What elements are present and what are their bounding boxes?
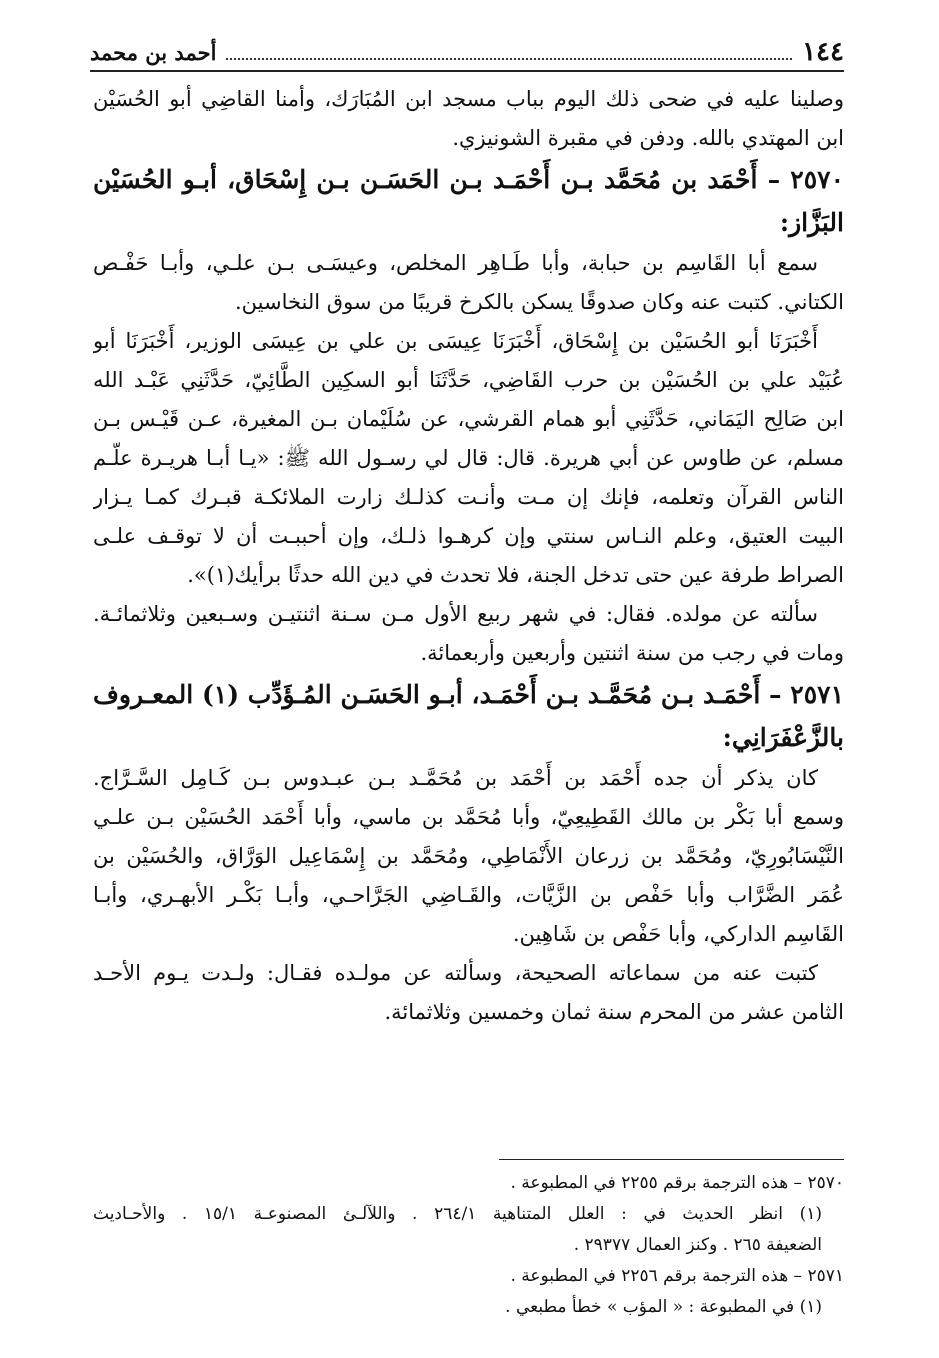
header-dotted-leader bbox=[226, 44, 792, 60]
text-line: كان يذكر أن جده أَحْمَد بن أَحْمَد بن مُحَمَّـد بـن عبـدوس بـن كَـامِل السَّـرَّاج. bbox=[93, 766, 818, 790]
text-line: بالزَّعْفَرَانِي: bbox=[722, 723, 844, 752]
text-line: كتبت عنه من سماعاته الصحيحة، وسألته عن مولـده فقـال: ولـدت يـوم الأحـد bbox=[93, 961, 818, 985]
page-number: ١٤٤ bbox=[802, 37, 844, 67]
text-line: وصلينا عليه في ضحى ذلك اليوم بباب مسجد ابن المُبَارَك، وأمنا القاضِي أبو الحُسَيْن bbox=[93, 87, 844, 111]
text-line: عُبَيْد علي بن الحُسَيْن بن حرب القَاضِي، حَدَّثَنَا أبو السكِين الطَّائِيّ، حَدَّثَنِي عَبْـد الله bbox=[93, 368, 844, 392]
footnote-separator bbox=[499, 1159, 844, 1160]
footnote-line: الضعيفة ٢٦٥ . وكنز العمال ٢٩٣٧٧ . bbox=[573, 1235, 822, 1255]
text-line: أَخْبَرَنَا أبو الحُسَيْن بن إِسْحَاق، أَخْبَرَنَا عِيسَى بن علي بن عِيسَى الوزير، أَخْبَرَنَا أبو bbox=[93, 329, 818, 353]
text-line: النَّيْسَابُورِيّ، ومُحَمَّد بن زرعان الأَنْمَاطِي، ومُحَمَّد بن إِسْمَاعِيل الوَرَّاق، والحُسَيْن بن bbox=[93, 844, 844, 868]
page-header bbox=[90, 34, 844, 72]
text-line: البيت العتيق، وعلم النـاس سنتي وإن كرهـوا ذلـك، وإن أحببـت أن لا توقـف علـى bbox=[93, 524, 844, 548]
footnotes bbox=[93, 1168, 844, 1323]
text-line: وسمع أبا بَكْر بن مالك القَطِيعِيّ، وأبا مُحَمَّد بن ماسي، وأبا أَحْمَد الحُسَيْن بـن علـي bbox=[93, 805, 844, 829]
text-line: ٢٥٧٠ – أَحْمَد بن مُحَمَّد بـن أَحْمَـد بـن الحَسَـن بـن إِسْحَاق، أبـو الحُسَيْن bbox=[93, 165, 844, 194]
text-line: ٢٥٧١ – أَحْمَـد بـن مُحَمَّـد بـن أَحْمَـد، أبـو الحَسَـن المُـؤَدِّب (١) المعـروف bbox=[93, 680, 844, 709]
text-line: مسلم، عن طاوس عن أبي هريرة. قال: قال لي رسـول الله ﷺ: «يـا أبـا هريـرة علّـم bbox=[93, 446, 844, 470]
text-line: البَزَّاز: bbox=[779, 208, 844, 237]
text-line: الكتاني. كتبت عنه وكان صدوقًا يسكن بالكرخ قريبًا من سوق النخاسين. bbox=[235, 290, 844, 314]
running-title: أحمد بن محمد bbox=[90, 39, 217, 65]
text-line: سمع أبا القَاسِم بن حبابة، وأبا طَـاهِر المخلص، وعيسَـى بـن علـي، وأبـا حَفْـص bbox=[93, 251, 818, 275]
text-line: الناس القرآن وتعلمه، فإنك إن مـت وأنـت كذلـك زارت الملائكـة قبـرك كمـا يـزار bbox=[93, 485, 844, 509]
text-line: عُمَر الضَّرَّاب وأبا حَفْص بن الزَّيَّات، والقَـاضِي الجَرَّاحـي، وأبـا بَكْـر الأبهـري، وأبـا bbox=[93, 883, 844, 907]
text-line: الثامن عشر من المحرم سنة ثمان وخمسين وثلاثمائة. bbox=[384, 1000, 844, 1024]
footnote-line: (١) في المطبوعة : « المؤب » خطأ مطبعي . bbox=[505, 1297, 822, 1317]
text-line: القَاسِم الداركي، وأبا حَفْص بن شَاهِين. bbox=[512, 922, 844, 946]
text-line: الصراط طرفة عين حتى تدخل الجنة، فلا تحدث في دين الله حدثًا برأيك(١)». bbox=[187, 563, 844, 587]
text-line: ابن صَالِح اليَمَاني، حَدَّثَنِي أبو همام القرشي، عن سُلَيْمان بـن المغيرة، عـن قَيْـس بـن bbox=[93, 407, 844, 431]
footnote-line: ٢٥٧٠ – هذه الترجمة برقم ٢٢٥٥ في المطبوعة . bbox=[510, 1173, 844, 1193]
footnote-line: ٢٥٧١ – هذه الترجمة برقم ٢٢٥٦ في المطبوعة . bbox=[510, 1266, 844, 1286]
main-text bbox=[93, 80, 844, 1032]
text-line: سألته عن مولده. فقال: في شهر ربيع الأول مـن سـنة اثنتيـن وسـبعين وثلاثمائـة. bbox=[93, 602, 818, 626]
text-line: ابن المهتدي بالله. ودفن في مقبرة الشونيزي. bbox=[452, 126, 844, 150]
text-line: ومات في رجب من سنة اثنتين وأربعين وأربعمائة. bbox=[420, 641, 844, 665]
footnote-line: (١) انظر الحديث في : العلل المتناهية ٢٦٤/١ . واللآلـئ المصنوعـة ١٥/١ . والأحـاديث bbox=[93, 1204, 822, 1224]
